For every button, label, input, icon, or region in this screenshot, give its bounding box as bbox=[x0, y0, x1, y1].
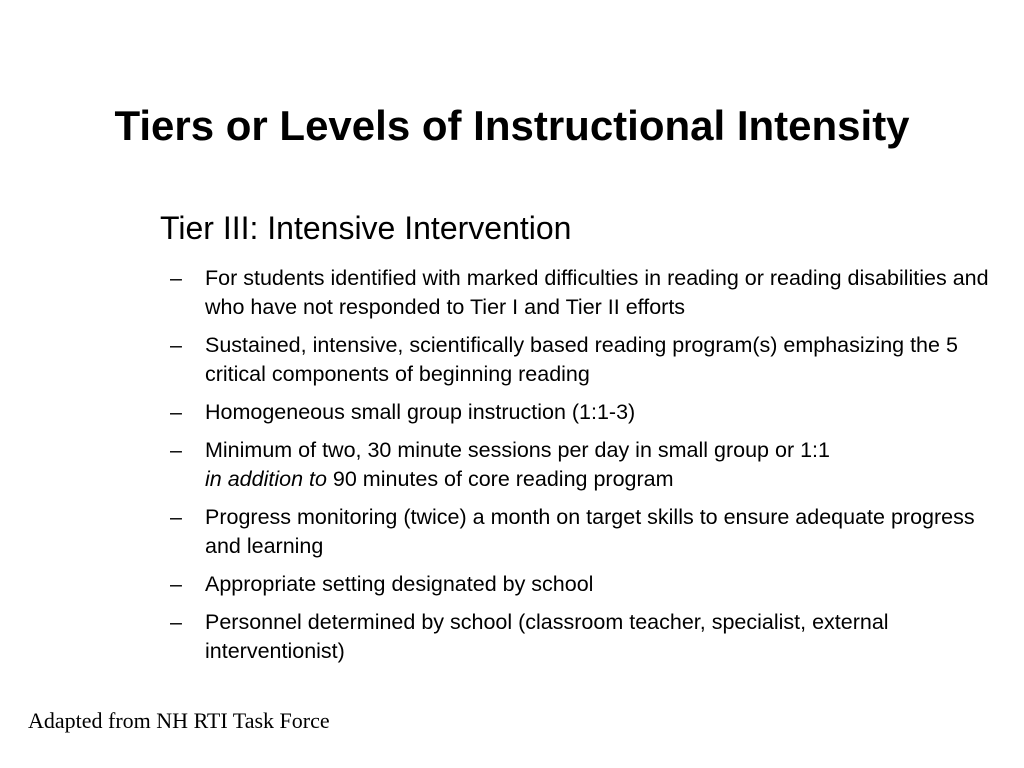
dash-marker: – bbox=[170, 266, 182, 290]
bullet-text: Minimum of two, 30 minute sessions per day in small group or 1:1 bbox=[205, 438, 830, 462]
bullet-item bbox=[170, 264, 990, 322]
dash-marker: – bbox=[170, 400, 182, 424]
bullet-item bbox=[170, 570, 990, 599]
dash-marker: – bbox=[170, 505, 182, 529]
slide-title: Tiers or Levels of Instructional Intensity bbox=[114, 102, 910, 149]
source-credit: Adapted from NH RTI Task Force bbox=[28, 708, 330, 733]
dash-marker: – bbox=[170, 572, 182, 596]
bullet-text: Sustained, intensive, scientifically based reading program(s) emphasizing the 5 critical components of beginning reading bbox=[205, 333, 958, 386]
dash-marker: – bbox=[170, 438, 182, 462]
bullet-list bbox=[170, 264, 990, 675]
bullet-item bbox=[170, 398, 990, 427]
bullet-emphasis-text: in addition to bbox=[205, 467, 327, 491]
tier-subheading: Tier III: Intensive Intervention bbox=[160, 210, 572, 246]
dash-marker: – bbox=[170, 610, 182, 634]
bullet-text: Progress monitoring (twice) a month on target skills to ensure adequate progress and learning bbox=[205, 505, 975, 558]
bullet-text: Personnel determined by school (classroom teacher, specialist, external interventionist) bbox=[205, 610, 889, 663]
bullet-text: Appropriate setting designated by school bbox=[205, 572, 594, 596]
bullet-text-continued: 90 minutes of core reading program bbox=[326, 467, 674, 491]
bullet-item bbox=[170, 503, 990, 561]
bullet-item bbox=[170, 608, 990, 666]
bullet-text: For students identified with marked difficulties in reading or reading disabilities and who have not responded to Tier I and Tier II efforts bbox=[205, 266, 989, 319]
dash-marker: – bbox=[170, 333, 182, 357]
bullet-text: Homogeneous small group instruction (1:1-3) bbox=[205, 400, 636, 424]
bullet-item bbox=[170, 436, 990, 494]
bullet-item bbox=[170, 331, 990, 389]
